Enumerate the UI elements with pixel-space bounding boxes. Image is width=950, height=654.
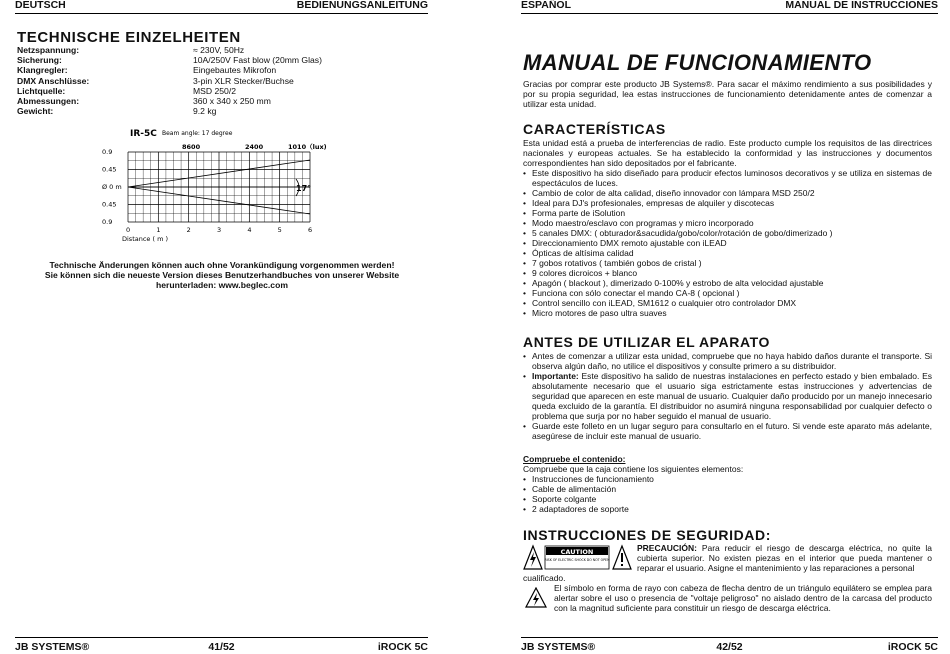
list-item: • Soporte colgante [523,494,932,504]
page-header [15,0,428,14]
list-item: • Direccionamiento DMX remoto ajustable con iLEAD [523,238,932,248]
y-tick-label: 0.9 [102,218,113,226]
diagram-beam-angle: Beam angle: 17 degree [162,130,233,137]
precaution-label: PRECAUCIÓN: [637,543,697,553]
lux-label-3: 1010（lux) [288,143,327,151]
page-title: MANUAL DE FUNCIONAMIENTO [523,50,872,75]
spec-value: 360 x 340 x 250 mm [193,96,271,107]
list-item: • Instrucciones de funcionamiento [523,474,932,484]
list-item-text: Antes de comenzar a utilizar esta unidad, compruebe que no haya habido daños durante el transporte. Si observa algún daño, no utilice el dispositivos y consulte primero a su distribuidor. [532,351,932,371]
spec-key: Abmessungen: [17,96,80,107]
footer-brand: JB SYSTEMS® [521,641,596,653]
spec-key: Netzspannung: [17,45,80,55]
spec-value: MSD 250/2 [193,85,236,96]
beam-diagram [100,124,340,246]
lightning-paragraph: El símbolo en forma de rayo con cabeza de flecha dentro de un triángulo equilátero se emplea para alertar sobre el uso o presencia de "voltaje peligroso" no aislado dentro de la carcasa del producto con la magnitud suficiente para constituir un riesgo de descarga eléctrica. [554,583,932,613]
list-item: • Micro motores de paso ultra suaves [523,308,932,318]
spec-key: Klangregler: [17,65,68,76]
spec-row [17,96,322,106]
page-footer [521,637,938,654]
header-title: MANUAL DE INSTRUCCIONES [785,0,938,11]
check-title: Compruebe el contenido: [523,454,626,464]
spec-row [17,76,322,86]
check-intro: Compruebe que la caja contiene los siguientes elementos: [523,464,744,474]
list-item: • 7 gobos rotativos ( también gobos de cristal ) [523,258,932,268]
spec-value: Eingebautes Mikrofon [193,65,277,76]
diagram-model: IR-5C [130,129,157,139]
footer-brand: JB SYSTEMS® [15,641,90,653]
check-list [523,474,932,514]
list-item: • Control sencillo con iLEAD, SM1612 o cualquier otro controlador DMX [523,298,932,308]
page-left [0,0,440,654]
list-item: • Ópticas de altísima calidad [523,248,932,258]
spec-value: ≈ 230V, 50Hz [193,45,245,55]
y-tick-label: Ø 0 m [102,183,122,191]
section-title: TECHNISCHE EINZELHEITEN [17,29,241,46]
spec-row [17,65,322,75]
spec-key: Gewicht: [17,106,54,117]
list-item: • Cambio de color de alta calidad, diseño innovador con lámpara MSD 250/2 [523,188,932,198]
caution-small-text: RISK OF ELECTRIC SHOCK DO NOT OPEN [544,558,610,562]
y-tick-label: 0.9 [102,148,113,156]
lux-label-2: 2400 [245,143,264,151]
x-tick-label: 5 [277,226,282,234]
spec-value: 10A/250V Fast blow (20mm Glas) [193,55,322,66]
spec-key: DMX Anschlüsse: [17,75,90,86]
header-title: BEDIENUNGSANLEITUNG [296,0,428,11]
page-header [521,0,938,14]
spec-table [17,45,322,116]
caution-text: CAUTION [560,548,594,556]
list-item [523,421,932,441]
y-tick-label: 0.45 [102,200,117,209]
x-tick-label: 4 [247,226,252,234]
footer-model: iROCK 5C [377,641,428,653]
caution-label-graphic [523,543,633,573]
before-list [523,351,932,441]
y-tick-label: 0.45 [102,165,117,174]
safety-title: INSTRUCCIONES DE SEGURIDAD: [523,527,771,543]
spec-value: 3-pin XLR Stecker/Buchse [193,75,294,86]
note-line-1: Technische Änderungen können auch ohne Vorankündigung vorgenommen werden! [49,260,395,270]
spec-row [17,55,322,65]
list-item: • 2 adaptadores de soporte [523,504,932,514]
list-item: • 9 colores dicroicos + blanco [523,268,932,278]
diagram-x-labels [126,226,312,234]
list-item [523,371,932,421]
before-title: ANTES DE UTILIZAR EL APARATO [523,334,771,350]
intro-paragraph: Gracias por comprar este producto JB Systems®. Para sacar el máximo rendimiento a sus posibilidades y por su propia seguridad, lea estas instrucciones de funcionamiento detenidamente antes de comenzar a utilizar esta unidad. [523,79,932,109]
list-item-text: Este dispositivo ha salido de nuestras instalaciones en perfecto estado y bien embalado. Es absolutamente necesario que el usuario siga estrictamente estas instrucciones y advertencias de seguridad que aparecen en este manual de usuario. Cualquier daño producido por un manejo innecesario queda excluido de la garantía. El distribuidor no asumirá ninguna responsabilidad por cualquier defecto o problema que surja por no haber seguido el manual de usuario. [532,371,932,421]
list-item-label: Importante: [532,371,579,381]
list-item: • Forma parte de iSolution [523,208,932,218]
precaution-tail: cualificado. [523,573,566,583]
footer-page-number: 42/52 [716,641,743,653]
x-tick-label: 1 [156,226,161,234]
lux-label-1: 8600 [182,143,201,151]
page-footer [15,637,428,654]
lightning-warning-icon [525,587,547,609]
list-item: • Ideal para DJ's profesionales, empresas de alquiler y discotecas [523,198,932,208]
spec-row [17,106,322,116]
diagram-y-labels [102,148,122,226]
list-item: • Apagón ( blackout ), dimerizado 0-100% y estrobo de alta velocidad ajustable [523,278,932,288]
features-list [523,168,932,318]
footer-model: iROCK 5C [887,641,938,653]
list-item: • 5 canales DMX: ( obturador&sacudida/gobo/color/rotación de gobo/dimerizado ) [523,228,932,238]
list-item: • Cable de alimentación [523,484,932,494]
page-right [506,0,950,654]
x-tick-label: 2 [186,226,191,234]
spec-key: Lichtquelle: [17,85,66,96]
spec-row [17,86,322,96]
features-title: CARACTERÍSTICAS [523,121,666,137]
angle-label: 17° [296,184,312,193]
spec-value: 9.2 kg [193,106,217,117]
x-tick-label: 3 [217,226,222,234]
list-item: • Modo maestro/esclavo con programas y micro incorporado [523,218,932,228]
list-item: • Funciona con sólo conectar el mando CA-8 ( opcional ) [523,288,932,298]
note-line-3: herunterladen: www.beglec.com [156,280,288,291]
list-item [523,351,932,371]
header-language: DEUTSCH [15,0,66,11]
header-language: ESPAÑOL [521,0,571,11]
features-intro: Esta unidad está a prueba de interferencias de radio. Este producto cumple los requisitos de las directrices nacionales y europeas actuales. Se ha establecido la conformidad y las instrucciones y documentos correspondientes han sido depositados por el fabricante. [523,138,932,168]
precaution-paragraph [637,543,932,573]
list-item: • Este dispositivo ha sido diseñado para producir efectos luminosos decorativos y se utiliza en sistemas de espectáculos de luces. [523,168,932,188]
x-tick-label: 0 [126,226,131,234]
precaution-text: Para reducir el riesgo de descarga eléctrica, no quite la cubierta superior. No existen piezas en el interior que pueda mantener o reparar el usuario. Asigne el mantenimiento y las reparaciones a personal [637,543,932,573]
note-block [20,260,424,291]
note-line-2: Sie können sich die neueste Version dieses Benutzerhandbuches von unserer Website [44,270,400,281]
check-title-wrap [523,454,932,464]
x-tick-label: 6 [308,226,313,234]
spec-row [17,45,322,55]
spec-key: Sicherung: [17,55,62,66]
list-item-text: Guarde este folleto en un lugar seguro para consultarlo en el futuro. Si vende este aparato más adelante, asegúrese de incluir este manual de usuario. [532,421,932,441]
footer-page-number: 41/52 [208,641,235,653]
x-axis-title: Distance ( m ) [122,235,169,243]
